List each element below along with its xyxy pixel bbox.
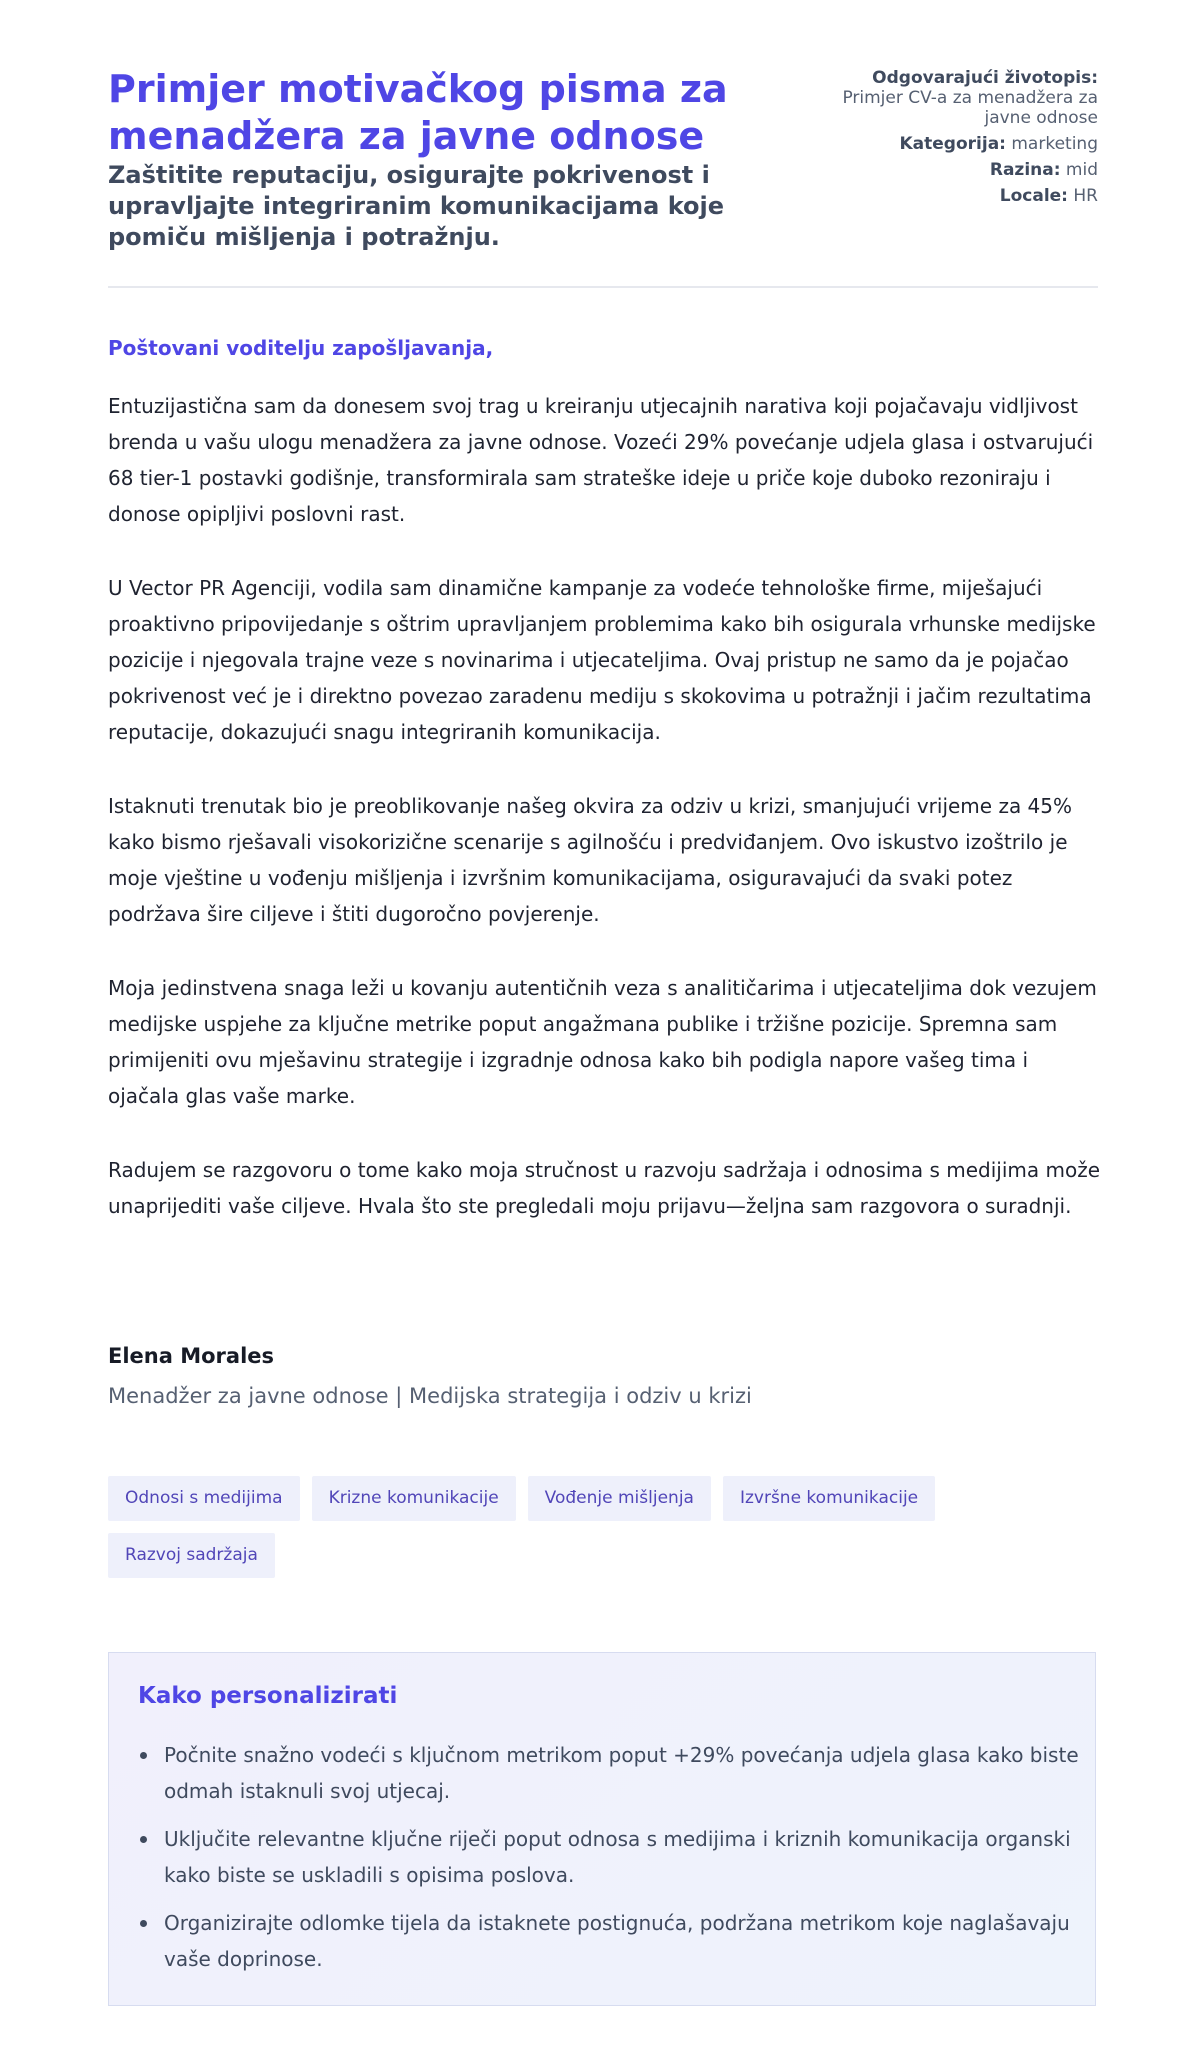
tip-item (164, 1737, 1084, 1809)
meta-locale-label: Locale: (999, 186, 1068, 206)
tip-text: Uključite relevantne ključne riječi poput odnosa s medijima i kriznih komunikacija organski kako biste se uskladili s opisima poslova. (164, 1827, 1071, 1887)
tips-list (138, 1737, 1084, 1989)
letter-paragraph: Entuzijastična sam da donesem svoj trag u kreiranju utjecajnih narativa koji pojačavaju vidljivost brenda u vašu ulogu menadžera za javne odnose. Vozeći 29% povećanje udjela glasa i ostvarujući 68 tier-1 postavki godišnje, transformirala sam strateške ideje u priče koje duboko rezoniraju i donose opipljivi poslovni rast. (108, 394, 1094, 526)
skill-tag: Razvoj sadržaja (108, 1533, 275, 1578)
signature-title: Menadžer za javne odnose | Medijska strategija i odziv u krizi (108, 1384, 752, 1408)
letter-paragraph: Istaknuti trenutak bio je preoblikovanje našeg okvira za odziv u krizi, smanjujući vrijeme za 45% kako bismo rješavali visokorizične scenarije s agilnošću i predviđanjem. Ovo iskustvo izoštrilo je moje vještine u vođenju mišljenja i izvršnim komunikacijama, osiguravajući da svaki potez podržava šire ciljeve i štiti dugoročno povjerenje. (108, 794, 1073, 926)
tip-item (164, 1821, 1084, 1893)
tip-text: Organizirajte odlomke tijela da istaknete postignuća, podržana metrikom koje naglašavaju vaše doprinose. (164, 1911, 1070, 1971)
meta-locale (838, 186, 1098, 206)
tip-text: Počnite snažno vodeći s ključnom metrikom poput +29% povećanja udjela glasa kako biste odmah istaknuli svoj utjecaj. (164, 1743, 1079, 1803)
meta-category (838, 134, 1098, 154)
personalization-tips (108, 1652, 1096, 2006)
meta-resume-link[interactable]: Primjer CV-a za menadžera za javne odnose (842, 88, 1098, 128)
page-title: Primjer motivačkog pisma za menadžera za javne odnose (108, 67, 728, 158)
meta-level (838, 160, 1098, 180)
skill-tag: Krizne komunikacije (312, 1476, 516, 1521)
meta-locale-value: HR (1073, 186, 1098, 206)
skill-tag: Vođenje mišljenja (528, 1476, 711, 1521)
meta-resume (838, 68, 1098, 128)
meta-category-value: marketing (1011, 134, 1098, 154)
meta-category-label: Kategorija: (899, 134, 1006, 154)
meta-panel (838, 68, 1098, 212)
letter-paragraph: Radujem se razgovoru o tome kako moja stručnost u razvoju sadržaja i odnosima s medijima može unaprijediti vaše ciljeve. Hvala što ste pregledali moju prijavu—željna sam razgovora o suradnji. (108, 1158, 1101, 1218)
skill-tag: Odnosi s medijima (108, 1476, 300, 1521)
meta-resume-label: Odgovarajući životopis: (872, 68, 1098, 88)
letter-paragraph: Moja jedinstvena snaga leži u kovanju autentičnih veza s analitičarima i utjecateljima dok vezujem medijske uspjehe za ključne metrike poput angažmana publike i tržišne pozicije. Spremna sam primijeniti ovu mješavinu strategije i izgradnje odnosa kako bih podigla napore vašeg tima i ojačala glas vaše marke. (108, 976, 1097, 1108)
meta-level-label: Razina: (989, 160, 1061, 180)
tips-heading: Kako personalizirati (138, 1683, 398, 1709)
letter-body (108, 388, 1103, 1262)
letter-greeting: Poštovani voditelju zapošljavanja, (108, 336, 494, 360)
tip-item (164, 1905, 1084, 1977)
skill-tags (108, 1476, 1098, 1578)
bullet-icon (140, 1836, 147, 1843)
skill-tag: Izvršne komunikacije (723, 1476, 935, 1521)
page-header (108, 66, 1098, 288)
meta-level-value: mid (1065, 160, 1098, 180)
signature-name: Elena Morales (108, 1344, 275, 1368)
page-subtitle: Zaštitite reputaciju, osigurajte pokrivenost i upravljajte integriranim komunikacijama koje pomiču mišljenja i potražnju. (108, 161, 725, 251)
bullet-icon (140, 1752, 147, 1759)
letter-paragraph: U Vector PR Agenciji, vodila sam dinamične kampanje za vodeće tehnološke firme, miješajući proaktivno pripovijedanje s oštrim upravljanjem problemima kako bih osigurala vrhunske medijske pozicije i njegovala trajne veze s novinarima i utjecateljima. Ovaj pristup ne samo da je pojačao pokrivenost već je i direktno povezao zaradenu mediju s skokovima u potražnji i jačim rezultatima reputacije, dokazujući snagu integriranih komunikacija. (108, 576, 1096, 744)
bullet-icon (140, 1920, 147, 1927)
